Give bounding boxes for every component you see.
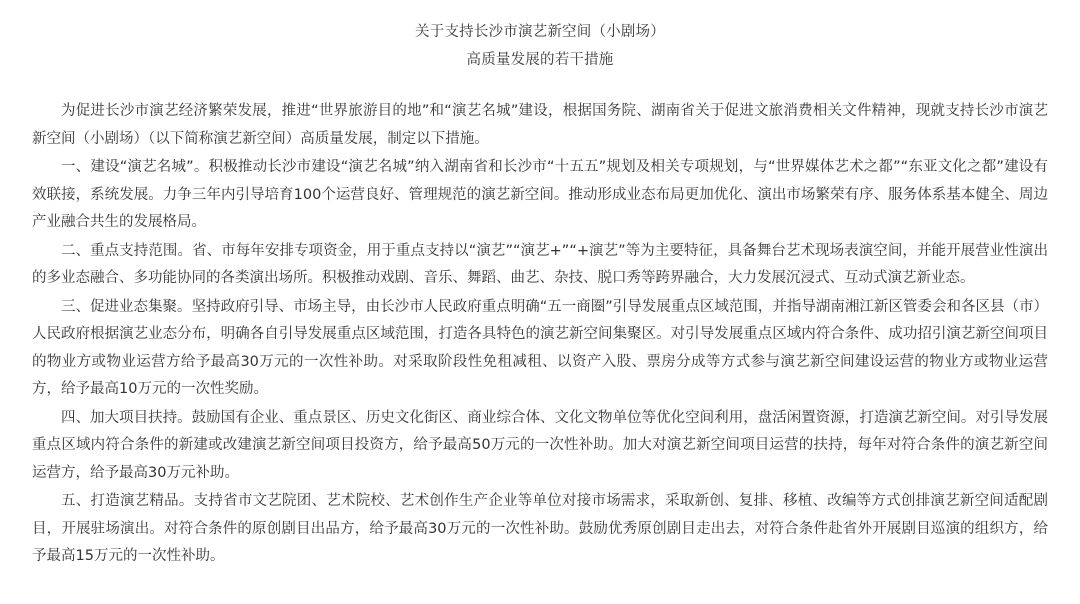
- paragraph-text: 鼓励国有企业、重点景区、历史文化街区、商业综合体、文化文物单位等优化空间利用，盘活闲置资源，打造演艺新空间。对引导发展重点区域内符合条件的新建或改建演艺新空间项目投资方，给予最高50万元的一次性补助。加大对演艺新空间项目运营的扶持，每年对符合条件的演艺新空间运营方，给予最高30万元补助。: [32, 409, 1049, 481]
- paragraph-measure-4: [32, 405, 1048, 488]
- paragraph-text: 为促进长沙市演艺经济繁荣发展，推进“世界旅游目的地”和“演艺名城”建设，根据国务院、湖南省关于促进文旅消费相关文件精神，现就支持长沙市演艺新空间（小剧场）（以下简称演艺新空间）高质量发展，制定以下措施。: [32, 103, 1048, 147]
- document-title-line-1: 关于支持长沙市演艺新空间（小剧场）: [415, 24, 665, 40]
- paragraph-lead: 三、促进业态集聚。: [61, 298, 192, 315]
- paragraph-lead: 二、重点支持范围。: [61, 242, 193, 259]
- paragraph-text: 省、市每年安排专项资金，用于重点支持以“演艺”“演艺+”“+演艺”等为主要特征，具备舞台艺术现场表演空间，并能开展营业性演出的多业态融合、多功能协同的各类演出场所。积极推动戏剧、音乐、舞蹈、曲艺、杂技、脱口秀等跨界融合，大力发展沉浸式、互动式演艺新业态。: [32, 242, 1048, 286]
- paragraph-text: 积极推动长沙市建设“演艺名城”纳入湖南省和长沙市“十五五”规划及相关专项规划，与“世界媒体艺术之都”“东亚文化之都”建设有效联接，系统发展。力争三年内引导培育100个运营良好、管理规范的演艺新空间。推动形成业态布局更加优化、演出市场繁荣有序、服务体系基本健全、周边产业融合共生的发展格局。: [32, 159, 1048, 230]
- paragraph-text: 支持省市文艺院团、艺术院校、艺术创作生产企业等单位对接市场需求，采取新创、复排、移植、改编等方式创排演艺新空间适配剧目，开展驻场演出。对符合条件的原创剧目出品方，给予最高30万元的一次性补助。鼓励优秀原创剧目走出去，对符合条件赴省外开展剧目巡演的组织方，给予最高15万元的一次性补助。: [32, 493, 1049, 564]
- paragraph-intro: [32, 98, 1048, 153]
- paragraph-text: 坚持政府引导、市场主导，由长沙市人民政府重点明确“五一商圈”引导发展重点区域范围，并指导湖南湘江新区管委会和各区县（市）人民政府根据演艺业态分布，明确各自引导发展重点区域范围，打造各具特色的演艺新空间集聚区。对引导发展重点区域内符合条件、成功招引演艺新空间项目的物业方或物业运营方给予最高30万元的一次性补助。对采取阶段性免租减租、以资产入股、票房分成等方式参与演艺新空间建设运营的物业方或物业运营方，给予最高10万元的一次性奖励。: [32, 298, 1048, 397]
- document-body: [32, 0, 1048, 572]
- paragraph-lead: 四、加大项目扶持。: [61, 409, 192, 426]
- paragraph-measure-1: [32, 154, 1048, 237]
- paragraph-measure-3: [32, 294, 1048, 404]
- paragraph-measure-5: [32, 488, 1048, 571]
- paragraph-lead: 五、打造演艺精品。: [61, 493, 194, 509]
- paragraph-measure-2: [32, 238, 1048, 293]
- paragraph-lead: 一、建设“演艺名城”。: [61, 159, 209, 175]
- document-title-line-2: 高质量发展的若干措施: [466, 52, 614, 68]
